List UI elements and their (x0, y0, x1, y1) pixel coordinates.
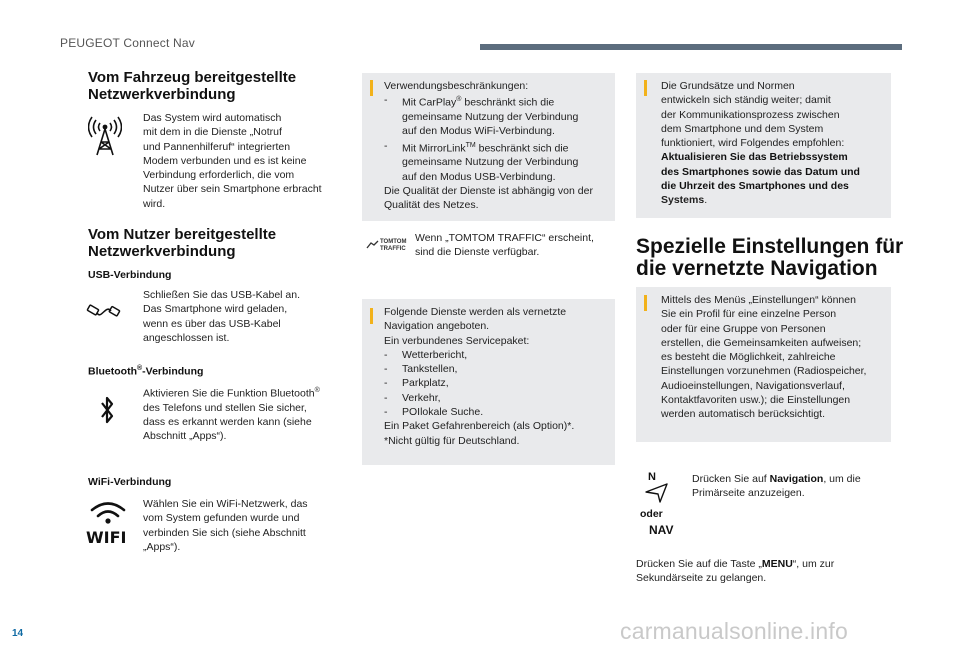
page-number: 14 (12, 628, 24, 639)
section-title-connected-navigation: Spezielle Einstellungen für die vernetzte Navigation (636, 235, 904, 280)
vehicle-network-text: Das System wird automatisch mit dem in die Dienste „Notruf und Pannenhilferuf“ integrierten Modem verbunden und es ist keine Verbindung erforderlich, die vom Nutzer über sein Smartphone erbracht wird. (143, 112, 322, 210)
usb-text: Schließen Sie das USB-Kabel an. Das Smartphone wird geladen, wenn es über das USB-Kabel angeschlossen ist. (143, 289, 301, 344)
wifi-text: Wählen Sie ein WiFi-Netzwerk, das vom System gefunden wurde und verbinden Sie sich (siehe Abschnitt „Apps“). (143, 498, 308, 553)
usb-cable-icon (86, 300, 122, 322)
or-label: oder (640, 508, 663, 520)
list-item: - Parkplatz, (384, 377, 449, 390)
nav-button-label: NAV (649, 523, 674, 537)
nav-text: Drücken Sie auf Navigation, um die Primärseite anzuzeigen. (692, 473, 861, 500)
services-text: Folgende Dienste werden als vernetzte Navigation angeboten. Ein verbundenes Servicepaket: - Wetterbericht, - Tankstellen, - Parkplatz, - Verkehr, - POIlokale Suche. Ein Paket Gefahrenbereich (als Option)*. *Nicht gültig für Deutschland. (384, 305, 612, 448)
info-box-settings (636, 287, 891, 442)
compass-arrow-icon (644, 481, 670, 503)
header-rule (480, 44, 902, 50)
list-item: - Wetterbericht, (384, 348, 468, 361)
running-header: PEUGEOT Connect Nav (60, 36, 195, 50)
usb-label: USB-Verbindung (88, 269, 172, 281)
bluetooth-text: Aktivieren Sie die Funktion Bluetooth® des Telefons und stellen Sie sicher, dass es erkannt werden kann (siehe Abschnitt „Apps“). (143, 387, 320, 443)
info-box-usage-limits (362, 73, 615, 221)
settings-text: Mittels des Menüs „Einstellungen“ können Sie ein Profil für eine einzelne Person oder für eine Gruppe von Personen erstellen, die Gemeinsamkeiten aufweisen; es besteht die Möglichkeit, zahlreiche Einstellungen vorzunehmen (Radiospeicher, Audioeinstellungen, Navigationsverlauf, Kontaktfavoriten usw.); die Einstellungen werden automatisch berücksichtigt. (661, 294, 867, 421)
bluetooth-label: Bluetooth®-Verbindung (88, 365, 204, 378)
info-marker (370, 308, 373, 324)
wifi-label: WiFi-Verbindung (88, 476, 172, 488)
info-marker (644, 80, 647, 96)
antenna-icon (88, 116, 122, 156)
wifi-icon (86, 500, 130, 547)
list-item: - Tankstellen, (384, 363, 458, 376)
info-marker (644, 295, 647, 311)
usage-limits-text: Verwendungsbeschränkungen: - Mit CarPlay® beschränkt sich die gemeinsame Nutzung der Verbindung auf den Modus WiFi-Verbindung. - Mit MirrorLink™ beschränkt sich die gemeinsame Nutzung der Verbindung auf den Modus USB-Verbindung. Die Qualität der Dienste ist abhängig von der Qualität des Netzes. (384, 80, 593, 212)
tomtom-hand-icon (366, 240, 380, 250)
bluetooth-icon (99, 395, 115, 425)
wifi-waves-icon (86, 500, 130, 524)
compass-n-label: N (648, 471, 656, 483)
recommendation-text: Die Grundsätze und Normen entwickeln sich ständig weiter; damit der Kommunikationsprozess zwischen dem Smartphone und dem System funktioniert, wird Folgendes empfohlen: Aktualisieren Sie das Betriebssystem des Smartphones sowie das Datum und die Uhrzeit des Smartphones und des Systems. (661, 80, 860, 207)
tomtom-text: Wenn „TOMTOM TRAFFIC“ erscheint, sind die Dienste verfügbar. (415, 232, 594, 259)
wifi-icon-label: WIFI (86, 528, 127, 547)
menu-text: Drücken Sie auf die Taste „MENU“, um zur Sekundärseite zu gelangen. (636, 558, 835, 585)
navigation-icon (644, 471, 674, 503)
info-marker (370, 80, 373, 96)
section-title-vehicle-network: Vom Fahrzeug bereitgestellte Netzwerkverbindung (88, 69, 297, 103)
list-item: - POIlokale Suche. (384, 406, 484, 419)
list-item: - Verkehr, (384, 391, 441, 404)
info-box-recommendation (636, 73, 891, 218)
info-box-services (362, 299, 615, 465)
watermark: carmanualsonline.info (620, 618, 848, 644)
section-title-user-network: Vom Nutzer bereitgestellte Netzwerkverbindung (88, 226, 277, 260)
